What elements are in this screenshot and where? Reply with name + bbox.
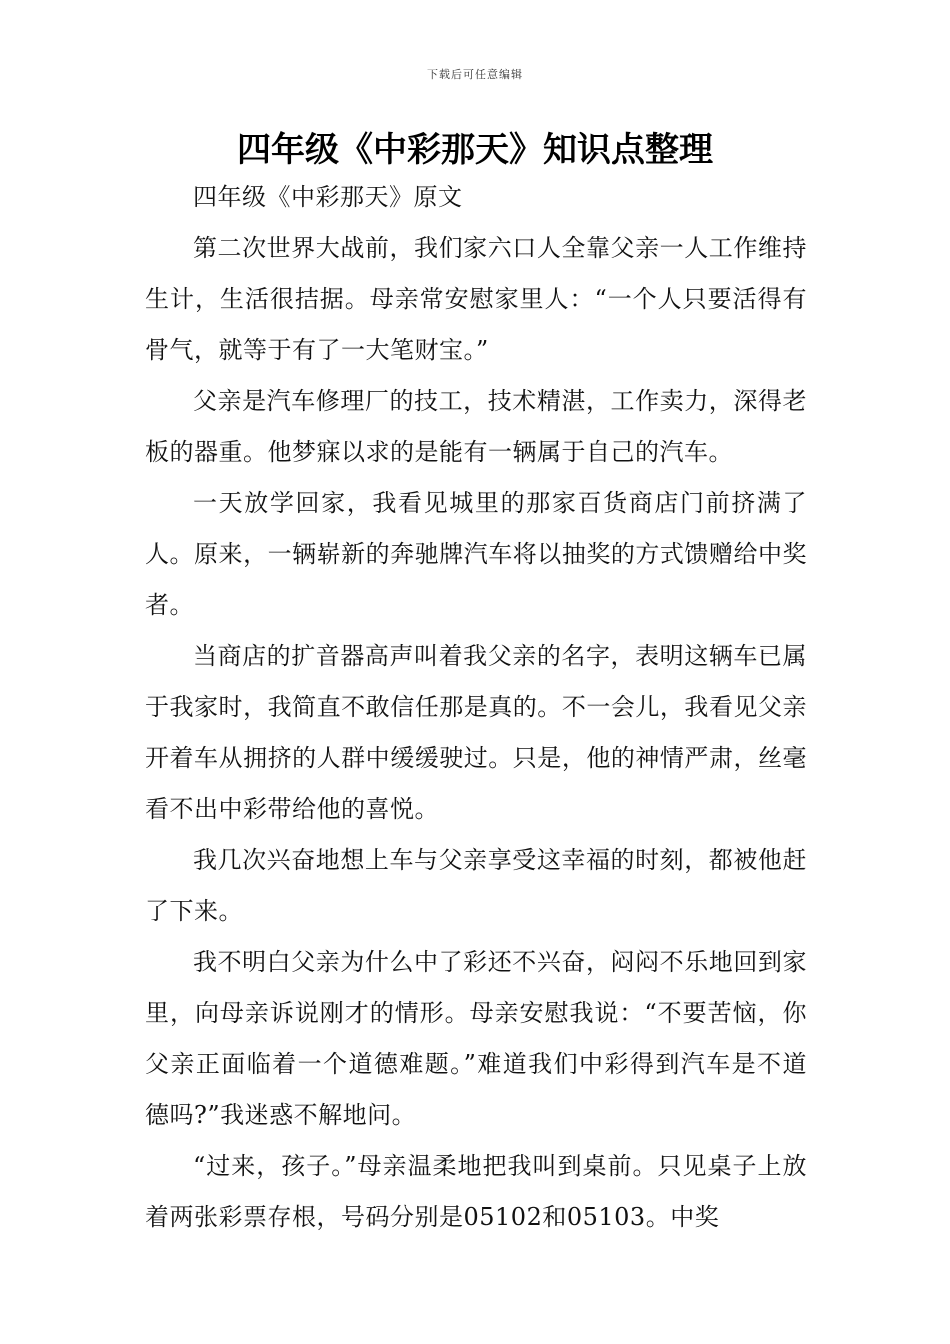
paragraph: 一天放学回家，我看见城里的那家百货商店门前挤满了人。原来，一辆崭新的奔驰牌汽车将以抽奖的方式馈赠给中奖者。 — [145, 489, 807, 619]
paragraph: “过来，孩子。”母亲温柔地把我叫到桌前。只见桌子上放着两张彩票存根，号码分别是05102和05103。中奖 — [145, 1152, 807, 1231]
paragraph: 第二次世界大战前，我们家六口人全靠父亲一人工作维持生计，生活很拮据。母亲常安慰家里人：“一个人只要活得有骨气，就等于有了一大笔财宝。” — [145, 234, 807, 364]
paragraph: 父亲是汽车修理厂的技工，技术精湛，工作卖力，深得老板的器重。他梦寐以求的是能有一辆属于自己的汽车。 — [145, 387, 807, 466]
header-note: 下载后可任意编辑 — [427, 68, 523, 81]
paragraph-subtitle: 四年级《中彩那天》原文 — [193, 183, 463, 211]
document-body — [145, 172, 807, 1243]
paragraph: 我几次兴奋地想上车与父亲享受这幸福的时刻，都被他赶了下来。 — [145, 846, 807, 925]
paragraph: 我不明白父亲为什么中了彩还不兴奋，闷闷不乐地回到家里，向母亲诉说刚才的情形。母亲安慰我说：“不要苦恼，你父亲正面临着一个道德难题。”难道我们中彩得到汽车是不道德吗?”我迷惑不解地问。 — [145, 948, 807, 1129]
paragraph: 当商店的扩音器高声叫着我父亲的名字，表明这辆车已属于我家时，我简直不敢信任那是真的。不一会儿，我看见父亲开着车从拥挤的人群中缓缓驶过。只是，他的神情严肃，丝毫看不出中彩带给他的喜悦。 — [145, 642, 807, 823]
document-title: 四年级《中彩那天》知识点整理 — [237, 130, 713, 170]
